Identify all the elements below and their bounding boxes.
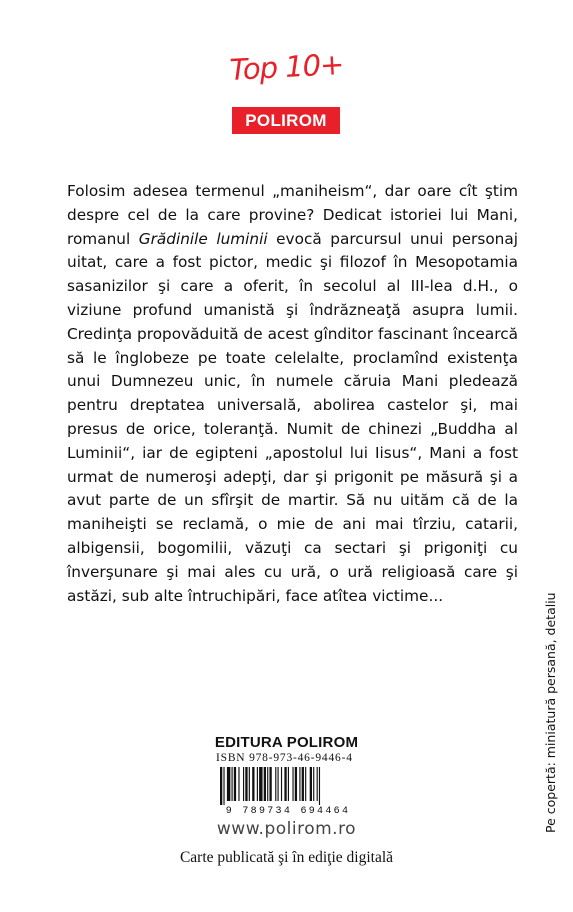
barcode-bar xyxy=(299,767,300,801)
barcode-digits: 9 789734 694464 xyxy=(225,806,351,815)
barcode-bar xyxy=(264,767,266,801)
barcode-bar xyxy=(292,767,293,801)
barcode-bar xyxy=(313,767,314,801)
barcode-bar xyxy=(249,767,250,801)
barcode-bars xyxy=(220,767,320,805)
barcode-bar xyxy=(220,767,222,805)
series-logo: Top 10+ xyxy=(228,47,345,87)
barcode-bar xyxy=(310,767,312,801)
barcode-bar xyxy=(275,767,276,801)
barcode-bar xyxy=(259,767,262,801)
barcode-bar xyxy=(238,767,239,801)
barcode-bar xyxy=(278,767,279,801)
barcode-bar xyxy=(267,767,268,801)
barcode-bar xyxy=(234,767,236,801)
isbn-label: ISBN 978-973-46-9446-4 xyxy=(216,752,353,764)
publisher-name: EDITURA POLIROM xyxy=(214,734,359,751)
barcode-bar xyxy=(252,767,254,801)
barcode xyxy=(214,765,362,815)
barcode-bar xyxy=(295,767,297,801)
book-title: Grădinile luminii xyxy=(138,229,268,248)
blurb-intro: Folosim adesea termenul „maniheism“, dar oare cît ştim despre cel de la care provine? Dedicat istoriei lui Mani, romanul xyxy=(67,182,518,248)
barcode-bar xyxy=(284,767,286,801)
blurb-text xyxy=(67,180,518,608)
barcode-bar xyxy=(269,767,271,801)
website-link[interactable]: www.polirom.ro xyxy=(216,819,357,839)
cover-credit: Pe copertă: miniatură persană, detaliu xyxy=(543,592,558,833)
blurb-body: evocă parcursul unui personaj uitat, care a fost pictor, medic şi filozof în Mesopotamia sasanizilor şi care a oferit, în secolul al III-lea d.H., o viziune profund umanistă şi îndrăzneaţă asupra lumii. Credinţa propovăduită de acest gînditor fascinant încearcă să le înglobeze pe toate celelalte, proclamînd existenţa unui Dumnezeu unic, în numele căruia Mani pledează pentru dreptatea universală, abolirea castelor şi, mai presus de orice, toleranţă. Numit de chinezi „Buddha al Luminii“, iar de egipteni „apostolul lui Iisus“, Mani a fost urmat de numeroşi adepţi, dar şi prigonit pe măsură şi a avut parte de un sfîrşit de martir. Să nu uităm că de la maniheişti se reclamă, o mie de ani mai tîrziu, catarii, albigensii, bogomilii, văzuţi ca sectari şi prigoniţi cu înverşunare şi mai ales cu ură, o ură religioasă care şi astăzi, sub alte întruchipări, face atîtea victime... xyxy=(67,229,518,605)
barcode-bar xyxy=(317,767,318,801)
digital-edition-note: Carte publicată şi în ediţie digitală xyxy=(179,849,394,866)
barcode-bar xyxy=(243,767,244,801)
barcode-bar xyxy=(227,767,230,801)
barcode-bar xyxy=(245,767,247,801)
barcode-bar xyxy=(288,767,289,801)
barcode-bar xyxy=(281,767,282,801)
barcode-bar xyxy=(302,767,304,801)
publisher-badge: POLIROM xyxy=(232,107,340,134)
barcode-bar xyxy=(257,767,258,801)
barcode-bar xyxy=(305,767,306,801)
barcode-bar xyxy=(232,767,233,801)
barcode-bar xyxy=(319,767,320,805)
barcode-bar xyxy=(223,767,224,805)
